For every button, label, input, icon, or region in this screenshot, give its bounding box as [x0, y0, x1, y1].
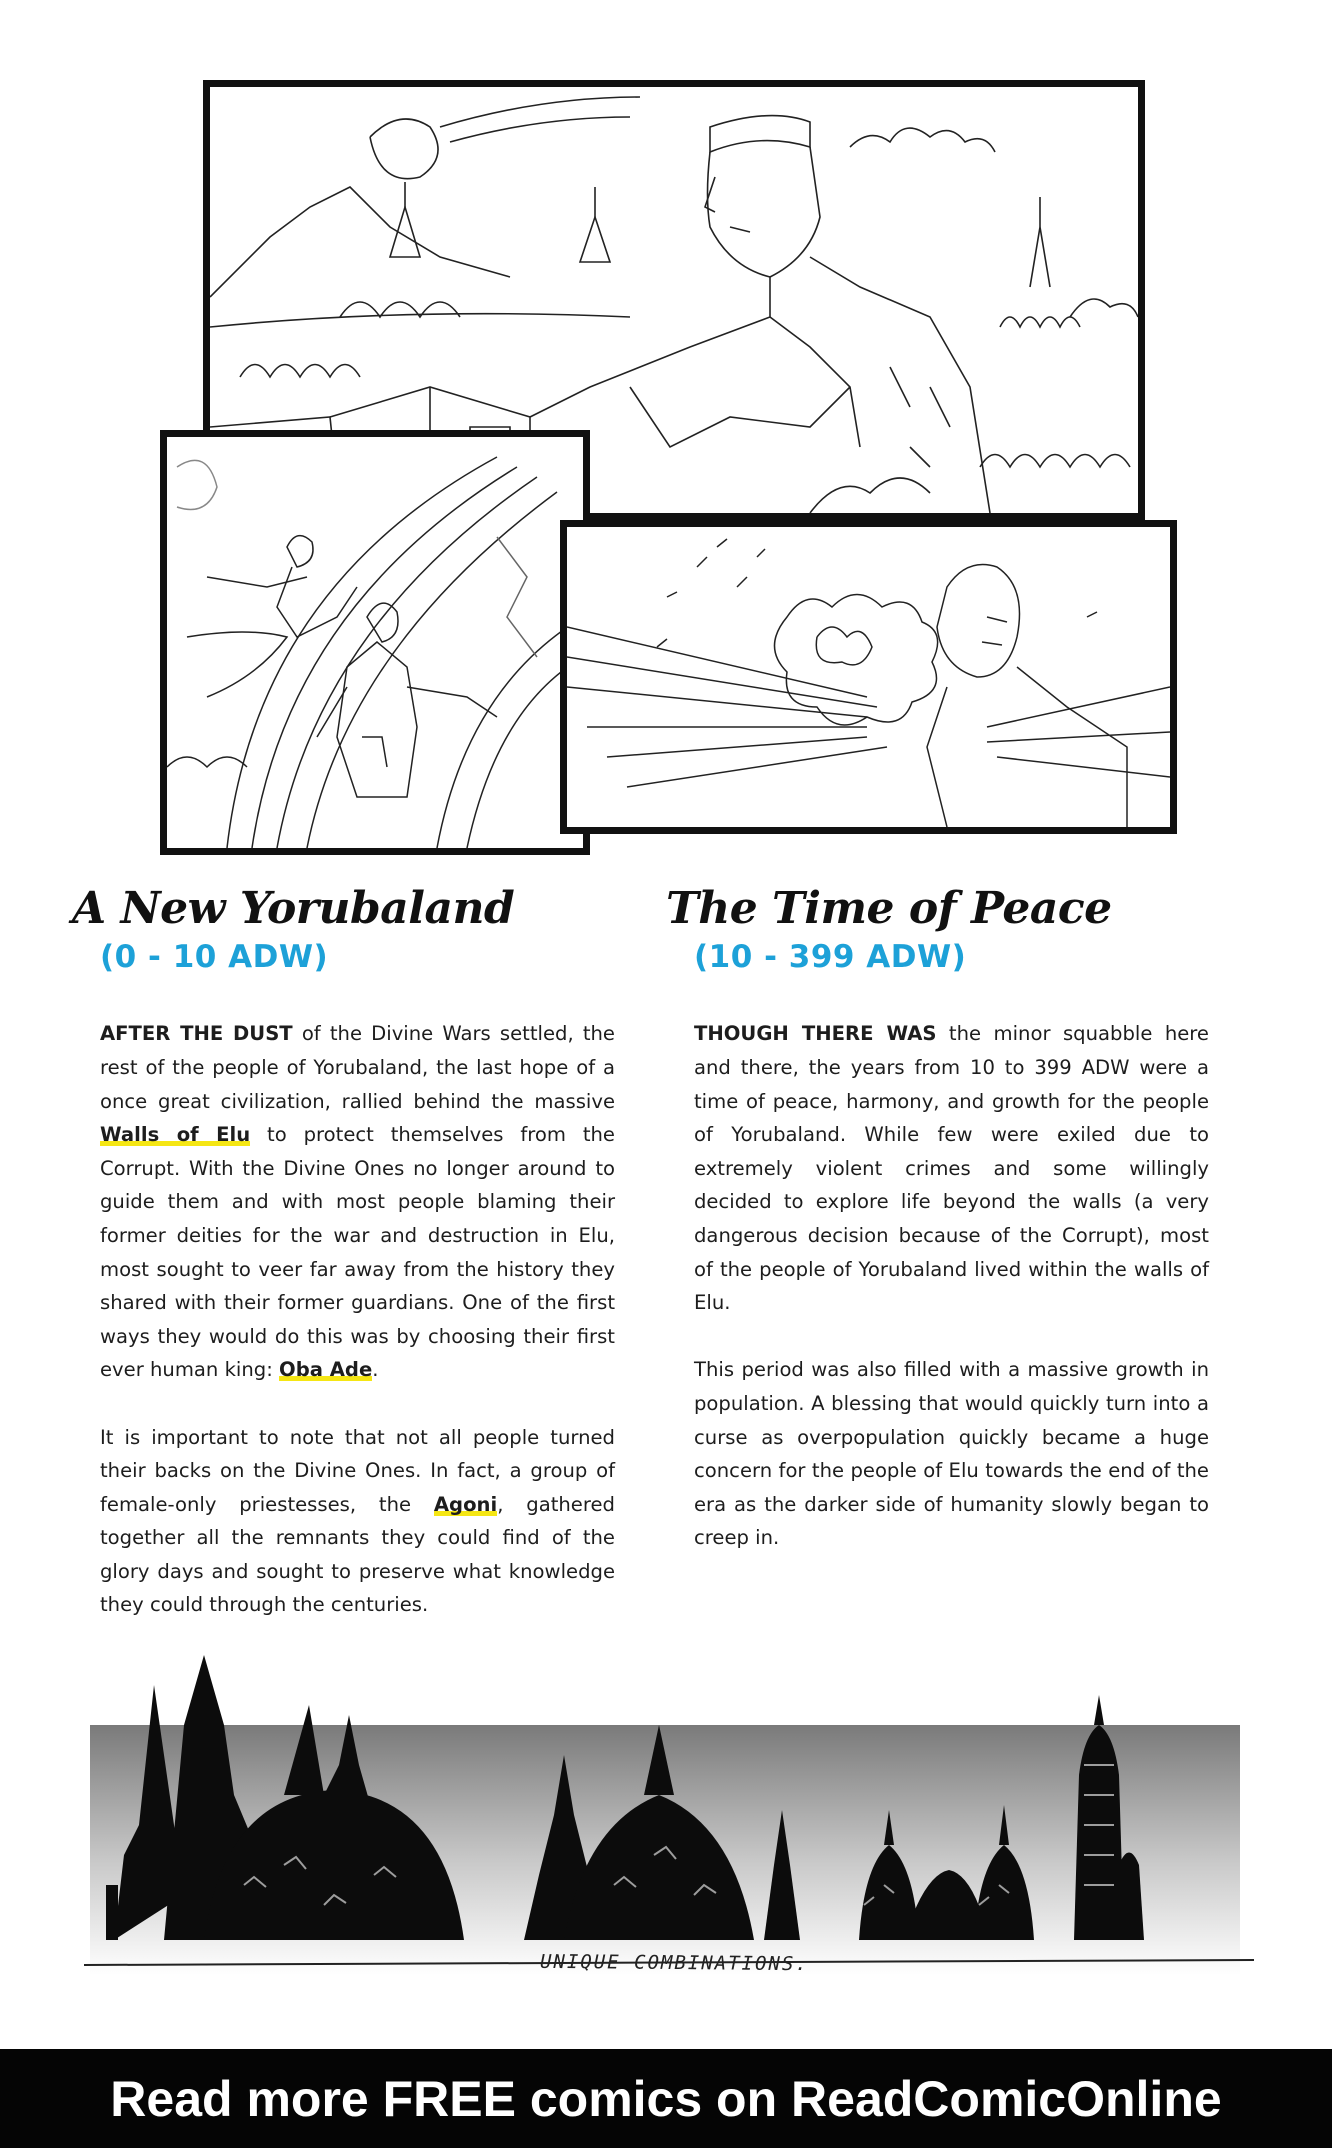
- paragraph: [694, 1017, 1209, 1319]
- paragraph-text: , gathered together all the remnants they could find of the glory days and sought to preserve what knowledge they could through the centuries.: [100, 1492, 615, 1617]
- paragraph-text: of the Divine Wars settled, the rest of the people of Yorubaland, the last hope of a once great civilization, rallied behind the massive: [100, 1022, 615, 1113]
- section-title: A New Yorubaland: [72, 883, 515, 934]
- skyline-caption: UNIQUE COMBINATIONS.: [539, 1950, 809, 1976]
- section-dates: (0 - 10 ADW): [100, 939, 329, 976]
- paragraph: [100, 1017, 615, 1387]
- paragraph: [100, 1421, 615, 1623]
- highlight-agoni: Agoni: [433, 1492, 498, 1516]
- paragraph-text: the minor squabble here and there, the years from 10 to 399 ADW were a time of peace, harmony, and growth for the people of Yorubaland. While few were exiled due to extremely violent crimes and some willingly decided to explore life beyond the walls (a very dangerous decision because of the Corrupt), most of the people of Yorubaland lived within the walls of Elu.: [694, 1022, 1209, 1315]
- lead-in: AFTER THE DUST: [100, 1022, 293, 1046]
- section-body: [100, 1017, 615, 1622]
- paragraph-text: This period was also filled with a massive growth in population. A blessing that would quickly turn into a curse as overpopulation quickly became a huge concern for the people of Elu towards the end of the era as the darker side of humanity slowly began to creep in.: [694, 1358, 1209, 1550]
- section-title: The Time of Peace: [666, 883, 1112, 934]
- section-dates: (10 - 399 ADW): [694, 939, 967, 976]
- paragraph-text: It is important to note that not all people turned their backs on the Divine Ones. In fact, a group of female-only priestesses, the: [100, 1425, 615, 1516]
- paragraph: [694, 1353, 1209, 1555]
- sketch-ring-deity-illustration: [167, 437, 583, 848]
- skyline-concept-art: [84, 1625, 1254, 1990]
- promo-banner-text[interactable]: Read more FREE comics on ReadComicOnline: [110, 2070, 1222, 2127]
- lead-in: THOUGH THERE WAS: [694, 1022, 937, 1046]
- highlight-walls-of-elu: Walls of Elu: [100, 1123, 251, 1147]
- section-body: [694, 1017, 1209, 1555]
- skyline-silhouettes: [84, 1625, 1254, 1990]
- paragraph-text: to protect themselves from the Corrupt. With the Divine Ones no longer around to guide them and with most people blaming their former deities for the war and destruction in Elu, most sought to veer far away from the history they shared with their former guardians. One of the first ways they would do this was by choosing their first ever human king:: [100, 1123, 615, 1382]
- sketch-explosion-illustration: [567, 527, 1170, 827]
- highlight-oba-ade: Oba Ade: [279, 1358, 373, 1382]
- paragraph-text: .: [372, 1358, 379, 1382]
- section-time-of-peace: [666, 885, 1211, 1588]
- promo-banner[interactable]: [0, 2049, 1332, 2148]
- panel-ring-deity: [160, 430, 590, 855]
- section-new-yorubaland: [72, 885, 617, 1656]
- panel-explosion: [560, 520, 1177, 834]
